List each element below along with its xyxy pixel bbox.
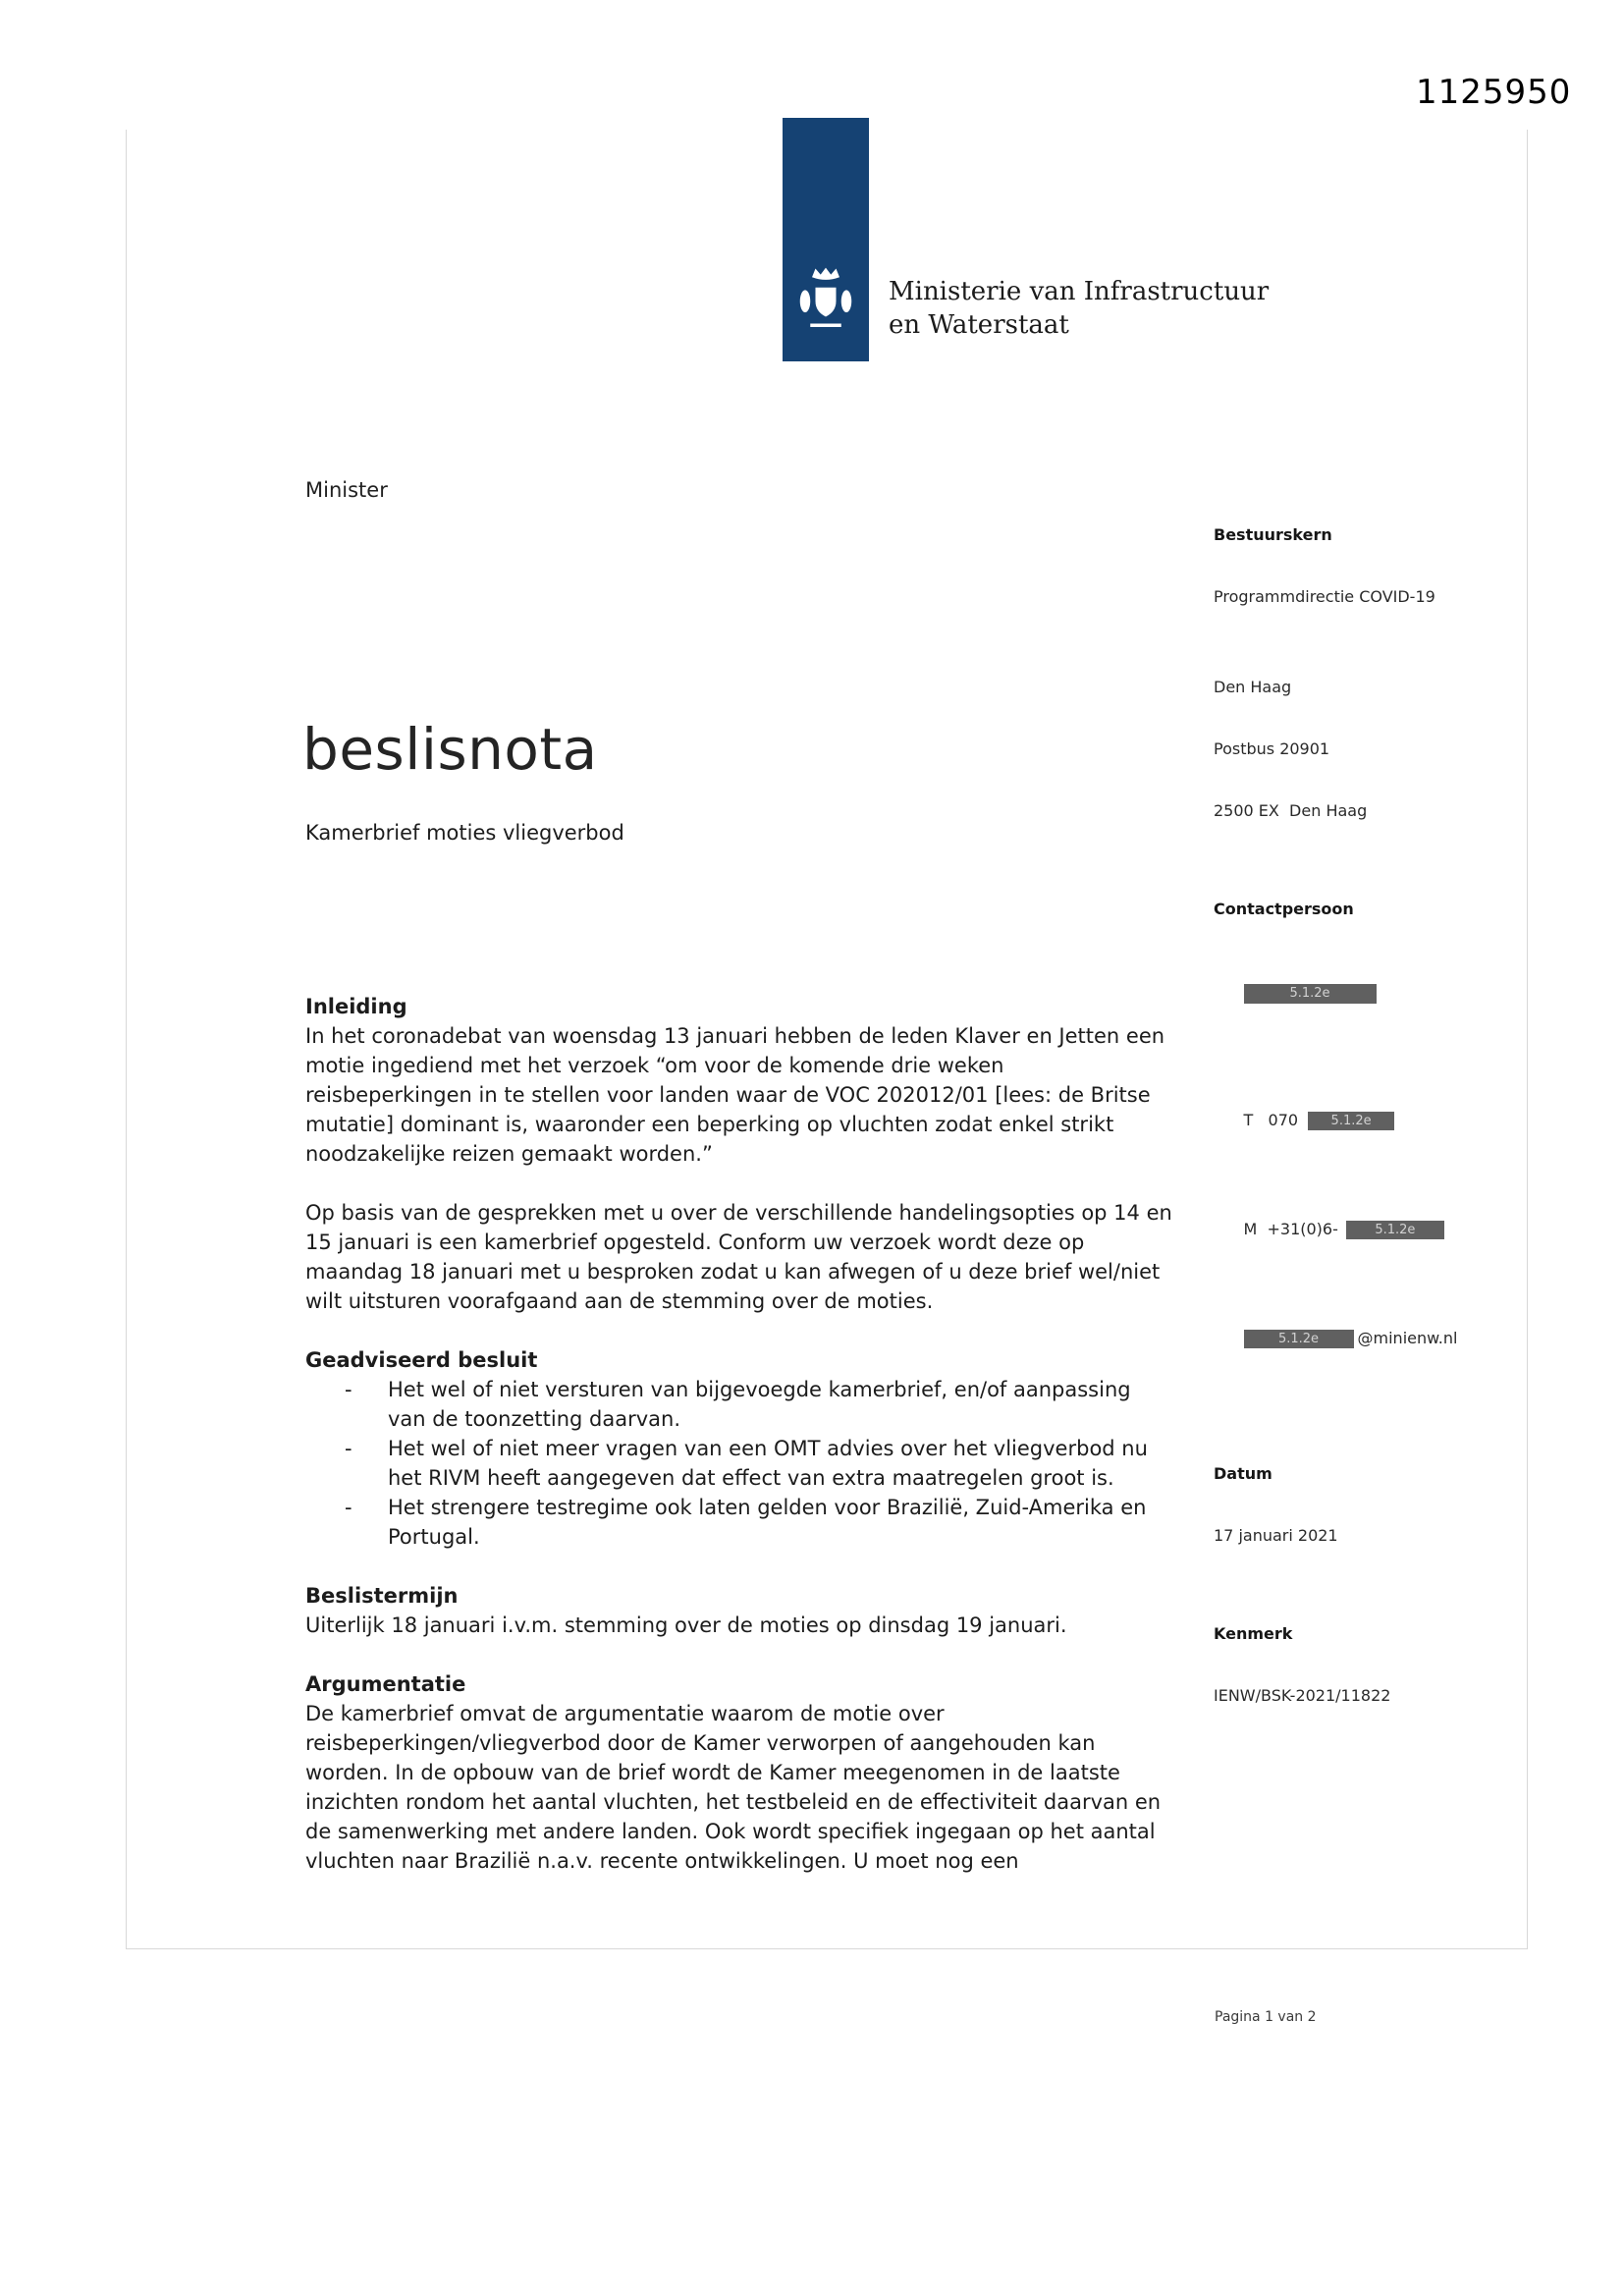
addressee-label: Minister <box>305 478 388 502</box>
phone-m-line <box>1214 1195 1547 1263</box>
document-number: 1125950 <box>1416 73 1572 112</box>
bestuurskern-value: Programmdirectie COVID-19 <box>1214 587 1435 606</box>
ministry-name-line2: en Waterstaat <box>889 310 1069 340</box>
termijn-heading: Beslistermijn <box>305 1584 459 1608</box>
redaction-bar: 5.1.2e <box>1244 984 1377 1004</box>
datum-label: Datum <box>1214 1463 1272 1483</box>
phone-t-line <box>1214 1086 1547 1154</box>
bestuurskern-label: Bestuurskern <box>1214 525 1332 544</box>
document-body <box>305 992 1173 1876</box>
besluit-list-item: - Het wel of niet meer vragen van een OMT advies over het vliegverbod nu het RIVM heeft aangegeven dat effect van extra maatregelen groot is. <box>305 1434 1173 1493</box>
contactpersoon-label: Contactpersoon <box>1214 900 1354 918</box>
contact-name-redacted <box>1214 960 1547 1024</box>
inleiding-paragraph-1: In het coronadebat van woensdag 13 januari hebben de leden Klaver en Jetten een motie ingediend met het verzoek “om voor de komende drie weken reisbeperkingen in te stellen voor landen waar de VOC 202012/01 [lees: de Britse mutatie] dominant is, waaronder een beperking op vluchten zodat enkel strikt noodzakelijke reizen gemaakt worden.” <box>305 1024 1165 1166</box>
phone-m-prefix: M +31(0)6- <box>1243 1219 1338 1238</box>
datum-value: 17 januari 2021 <box>1214 1525 1338 1545</box>
argumentatie-heading: Argumentatie <box>305 1672 466 1696</box>
address-line: Den Haag <box>1214 678 1292 696</box>
ministry-name <box>889 275 1269 342</box>
termijn-text: Uiterlijk 18 januari i.v.m. stemming over de moties op dinsdag 19 januari. <box>305 1613 1067 1637</box>
redaction-bar: 5.1.2e <box>1308 1112 1394 1130</box>
inleiding-heading: Inleiding <box>305 995 407 1018</box>
besluit-list-item: - Het wel of niet versturen van bijgevoegde kamerbrief, en/of aanpassing van de toonzetting daarvan. <box>305 1375 1173 1434</box>
redaction-bar: 5.1.2e <box>1244 1330 1354 1348</box>
inleiding-paragraph-2: Op basis van de gesprekken met u over de verschillende handelingsopties op 14 en 15 januari is een kamerbrief opgesteld. Conform uw verzoek wordt deze op maandag 18 januari met u besproken zodat u kan afwegen of u deze brief wel/niet wilt uitsturen voorafgaand aan de stemming over de moties. <box>305 1201 1172 1313</box>
coat-of-arms-icon <box>798 265 853 338</box>
document-subtitle: Kamerbrief moties vliegverbod <box>305 821 624 845</box>
email-suffix: @minienw.nl <box>1357 1328 1458 1347</box>
besluit-heading: Geadviseerd besluit <box>305 1348 538 1372</box>
besluit-list-item: - Het strengere testregime ook laten gelden voor Brazilië, Zuid-Amerika en Portugal. <box>305 1493 1173 1552</box>
metadata-sidebar <box>1214 483 1547 1747</box>
redaction-bar: 5.1.2e <box>1346 1221 1444 1239</box>
ministry-name-line1: Ministerie van Infrastructuur <box>889 277 1270 306</box>
argumentatie-text: De kamerbrief omvat de argumentatie waarom de motie over reisbeperkingen/vliegverbod door de Kamer verworpen of aangehouden kan worden. In de opbouw van de brief wordt de Kamer meegenomen in de laatste inzichten rondom het aantal vluchten, het testbeleid en de effectiviteit daarvan en de samenwerking met andere landen. Ook wordt specifiek ingegaan op het aantal vluchten naar Brazilië n.a.v. recente ontwikkelingen. U moet nog een <box>305 1702 1162 1873</box>
phone-t-prefix: T 070 <box>1243 1110 1299 1129</box>
page-number-footer: Pagina 1 van 2 <box>1215 2009 1317 2025</box>
address-line: 2500 EX Den Haag <box>1214 801 1368 820</box>
kenmerk-label: Kenmerk <box>1214 1623 1293 1643</box>
document-title: beslisnota <box>302 716 598 783</box>
rijksoverheid-logo-ribbon <box>783 118 869 361</box>
kenmerk-value: IENW/BSK-2021/11822 <box>1214 1685 1391 1705</box>
besluit-list <box>305 1375 1173 1552</box>
address-line: Postbus 20901 <box>1214 739 1330 758</box>
email-line <box>1214 1304 1547 1372</box>
